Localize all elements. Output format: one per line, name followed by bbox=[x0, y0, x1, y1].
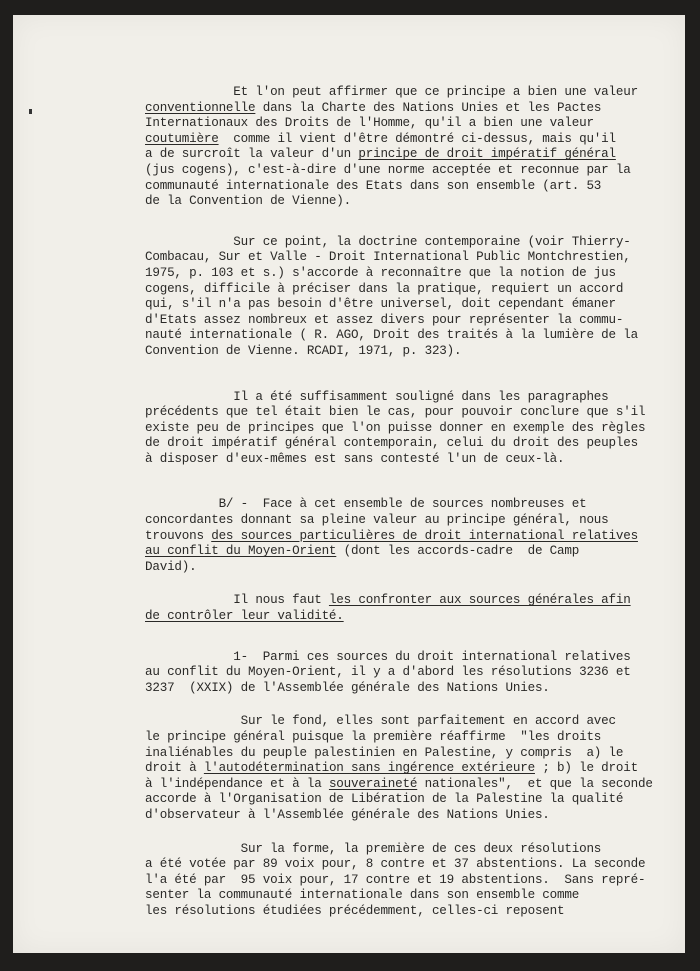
text-segment: inaliénables du peuple palestinien en Palestine, y compris a) le bbox=[145, 745, 624, 760]
text-segment: senter la communauté internationale dans son ensemble comme bbox=[145, 888, 580, 903]
text-line bbox=[145, 888, 615, 904]
text-segment: Convention de Vienne. RCADI, 1971, p. 323). bbox=[145, 343, 462, 358]
underlined-text: principe de droit impératif général bbox=[358, 147, 616, 162]
underlined-text: conventionnelle bbox=[145, 100, 256, 115]
underlined-text: souveraineté bbox=[328, 776, 418, 791]
text-segment: Il nous faut bbox=[145, 593, 329, 608]
underlined-text: des sources particulières de droit international relatives bbox=[211, 528, 638, 543]
paragraph bbox=[145, 841, 646, 920]
text-line bbox=[145, 513, 615, 529]
text-line bbox=[145, 649, 631, 666]
text-segment: Combacau, Sur et Valle - Droit International Public Montchrestien, bbox=[145, 250, 631, 265]
text-line bbox=[145, 116, 615, 132]
text-line bbox=[145, 405, 646, 421]
text-line bbox=[145, 179, 615, 195]
text-segment: accorde à l'Organisation de Libération de la Palestine la qualité bbox=[145, 792, 624, 807]
text-line bbox=[145, 194, 615, 210]
text-segment: l'a été par 95 voix pour, 17 contre et 19 abstentions. Sans repré- bbox=[145, 872, 646, 887]
text-line bbox=[145, 132, 615, 148]
paragraph bbox=[145, 714, 653, 823]
text-segment: B/ - Face à cet ensemble de sources nombreuses et bbox=[145, 497, 587, 512]
text-segment: à l'indépendance et à la bbox=[145, 776, 329, 791]
underlined-text: de contrôler leur validité. bbox=[145, 609, 344, 624]
text-segment: (jus cogens), c'est-à-dire d'une norme acceptée et reconnue par la bbox=[145, 162, 631, 177]
text-segment: 1- Parmi ces sources du droit international relatives bbox=[145, 649, 631, 664]
document-body bbox=[145, 85, 653, 920]
paragraph bbox=[145, 85, 638, 210]
text-segment: a été votée par 89 voix pour, 8 contre et 37 abstentions. La seconde bbox=[145, 857, 646, 872]
text-line bbox=[145, 872, 646, 889]
text-segment: nationales", et que la seconde bbox=[417, 776, 653, 791]
text-line bbox=[145, 665, 631, 681]
paragraph bbox=[145, 389, 646, 468]
paragraph bbox=[145, 234, 638, 360]
text-segment: 3237 (XXIX) de l'Assemblée générale des Nations Unies. bbox=[145, 680, 550, 695]
text-line bbox=[145, 808, 615, 824]
margin-mark bbox=[29, 109, 32, 114]
text-segment: droit à bbox=[145, 761, 204, 776]
underlined-text: l'autodétermination sans ingérence extérieure bbox=[203, 761, 535, 776]
text-segment: ; b) le droit bbox=[534, 761, 638, 776]
text-segment: Il a été suffisamment souligné dans les paragraphes bbox=[145, 389, 609, 404]
text-line bbox=[145, 250, 631, 266]
text-line bbox=[145, 745, 624, 762]
text-segment: existe peu de principes que l'on puisse donner en exemple des règles bbox=[145, 420, 646, 435]
text-segment: de droit impératif général contemporain, celui du droit des peuples bbox=[145, 436, 638, 451]
text-segment: à disposer d'eux-mêmes est sans contesté l'un de ceux-là. bbox=[145, 451, 565, 466]
text-line bbox=[145, 792, 624, 808]
text-line bbox=[145, 904, 615, 920]
text-segment: d'Etats assez nombreux et assez divers pour représenter la commu- bbox=[145, 312, 624, 327]
text-line bbox=[145, 681, 615, 697]
underlined-text: coutumière bbox=[145, 131, 219, 146]
text-line bbox=[145, 528, 638, 545]
text-segment: a de surcroît la valeur d'un bbox=[145, 147, 359, 162]
text-line bbox=[145, 452, 615, 468]
text-line bbox=[145, 857, 646, 873]
text-segment: communauté internationale des Etats dans son ensemble (art. 53 bbox=[145, 178, 602, 193]
text-line bbox=[145, 560, 615, 576]
text-line bbox=[145, 420, 646, 437]
paragraph bbox=[145, 593, 631, 624]
text-line bbox=[145, 714, 615, 730]
text-segment: dans la Charte des Nations Unies et les Pactes bbox=[255, 100, 602, 115]
text-segment: (dont les accords-cadre de Camp bbox=[336, 544, 580, 559]
text-line bbox=[145, 297, 615, 313]
paragraph bbox=[145, 649, 631, 697]
text-segment: le principe général puisque la première réaffirme "les droits bbox=[145, 730, 602, 744]
text-segment: au conflit du Moyen-Orient, il y a d'abord les résolutions 3236 et bbox=[145, 665, 631, 680]
text-line bbox=[145, 234, 631, 251]
text-segment: David). bbox=[145, 559, 197, 574]
text-segment: Sur la forme, la première de ces deux résolutions bbox=[145, 841, 602, 856]
underlined-text: au conflit du Moyen-Orient bbox=[145, 544, 337, 559]
text-segment: Internationaux des Droits de l'Homme, qu'il a bien une valeur bbox=[145, 116, 594, 131]
text-segment: nauté internationale ( R. AGO, Droit des traités à la lumière de la bbox=[145, 328, 638, 343]
text-segment: concordantes donnant sa pleine valeur au principe général, nous bbox=[145, 513, 609, 528]
text-segment: de la Convention de Vienne). bbox=[145, 194, 352, 209]
text-line bbox=[145, 147, 615, 163]
text-line bbox=[145, 544, 615, 560]
text-line bbox=[145, 162, 631, 179]
text-line bbox=[145, 266, 615, 282]
text-line bbox=[145, 281, 624, 298]
text-line bbox=[145, 436, 638, 452]
text-segment: comme il vient d'être démontré ci-dessus, mais qu'il bbox=[218, 131, 616, 146]
text-line bbox=[145, 609, 615, 625]
text-line bbox=[145, 328, 638, 344]
text-segment: Sur ce point, la doctrine contemporaine (voir Thierry- bbox=[145, 234, 631, 249]
text-segment: Sur le fond, elles sont parfaitement en accord avec bbox=[145, 714, 616, 729]
text-segment: d'observateur à l'Assemblée générale des Nations Unies. bbox=[145, 807, 550, 822]
text-line bbox=[145, 842, 615, 858]
text-segment: 1975, p. 103 et s.) s'accorde à reconnaître que la notion de jus bbox=[145, 265, 616, 280]
text-line bbox=[145, 497, 615, 513]
text-segment: qui, s'il n'a pas besoin d'être universel, doit cependant émaner bbox=[145, 297, 616, 312]
text-line bbox=[145, 730, 615, 746]
text-segment: cogens, difficile à préciser dans la pratique, requiert un accord bbox=[145, 281, 624, 296]
text-line bbox=[145, 101, 615, 117]
text-line bbox=[145, 761, 638, 777]
text-line bbox=[145, 776, 653, 793]
text-segment: trouvons bbox=[145, 528, 212, 543]
text-segment: les résolutions étudiées précédemment, celles-ci reposent bbox=[145, 903, 565, 918]
text-line bbox=[145, 312, 624, 329]
text-line bbox=[145, 344, 615, 360]
paragraph bbox=[145, 497, 638, 575]
text-line bbox=[145, 85, 638, 101]
text-segment: précédents que tel était bien le cas, pour pouvoir conclure que s'il bbox=[145, 405, 646, 420]
text-line bbox=[145, 390, 615, 406]
text-segment: Et l'on peut affirmer que ce principe a bien une valeur bbox=[145, 85, 638, 99]
underlined-text: les confronter aux sources générales afin bbox=[328, 593, 631, 608]
text-line bbox=[145, 593, 631, 609]
